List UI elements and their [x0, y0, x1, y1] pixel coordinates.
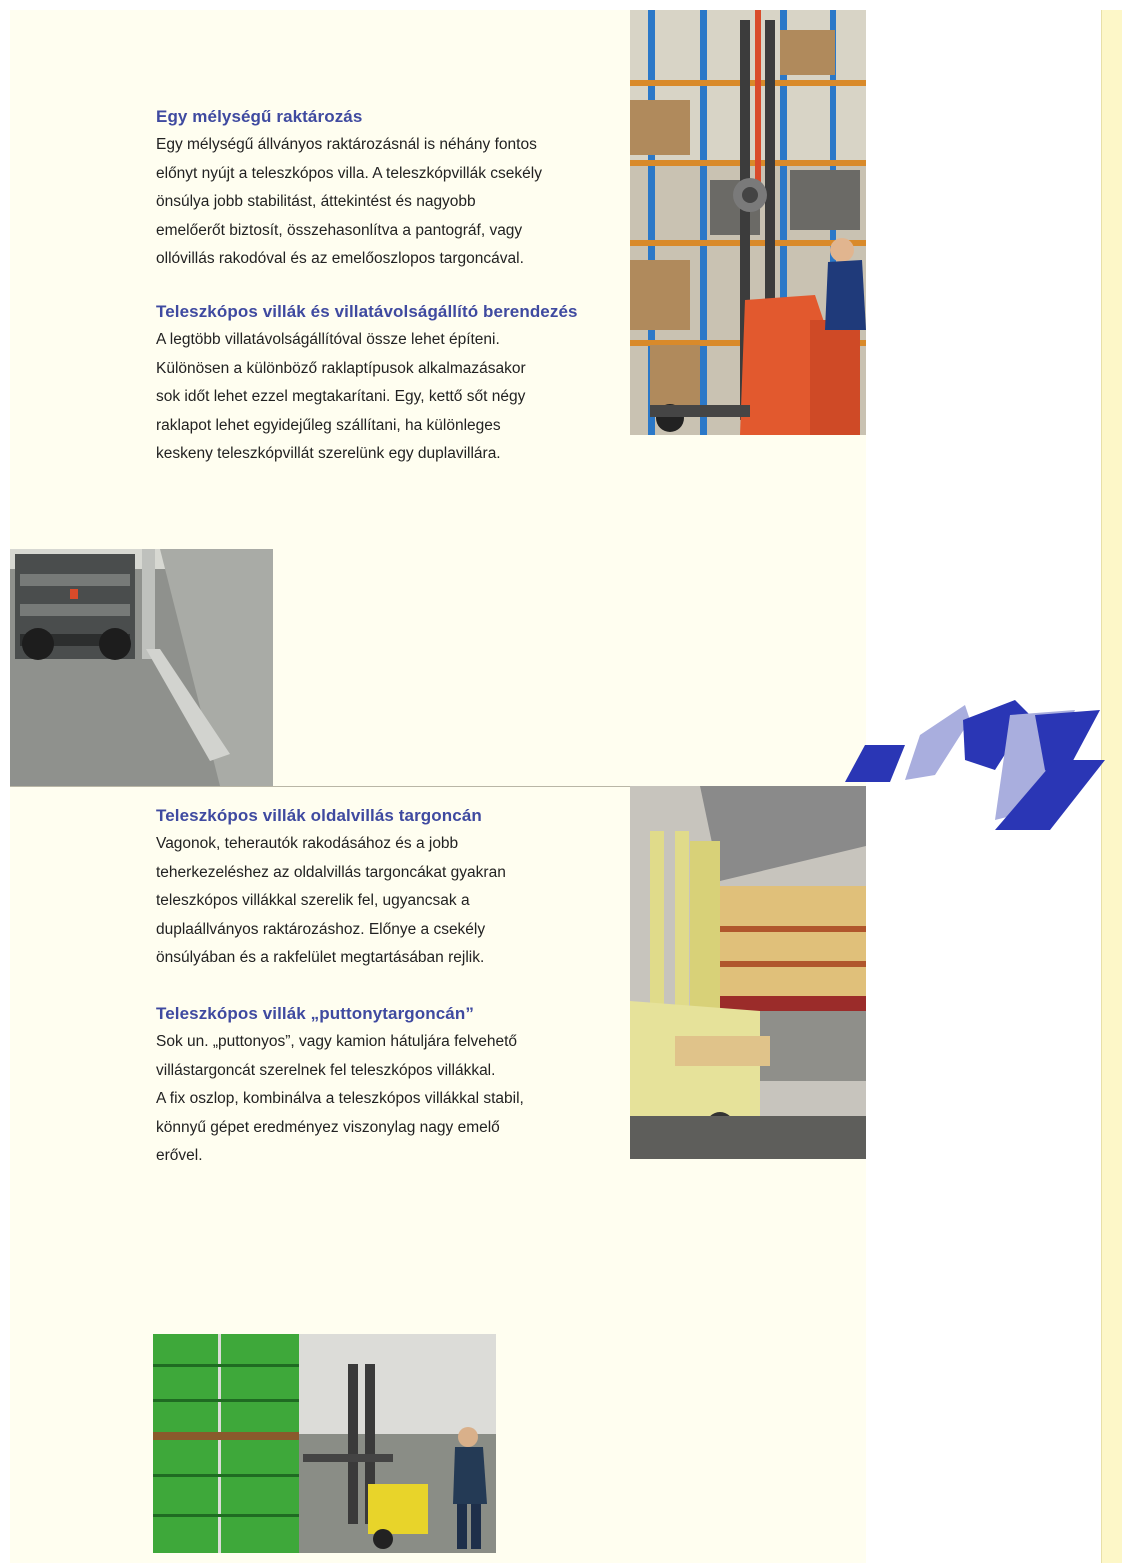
truck-mounted-forklift-photo	[153, 1334, 496, 1553]
section-heading: Egy mélységű raktározás	[156, 107, 363, 126]
section-body: A legtöbb villatávolságállítóval össze lehet építeni. Különösen a különböző raklaptípusok alkalmazásakor sok időt lehet ezzel megtakarítani. Egy, kettő sőt négy raklapot lehet egyidejűleg szállítani, ha különleges keskeny teleszkópvillát szerelünk egy duplavillára.	[156, 331, 526, 462]
section-heading: Teleszkópos villák és villatávolságállító berendezés	[156, 302, 578, 321]
side-loader-truck-photo	[630, 786, 866, 1159]
section-truck-mounted-forklift	[156, 1004, 524, 1171]
section-side-loader	[156, 806, 506, 973]
section-heading: Teleszkópos villák oldalvillás targoncán	[156, 806, 482, 825]
telescopic-fork-closeup-photo	[10, 549, 273, 786]
section-body: Vagonok, teherautók rakodásához és a jobb teherkezeléshez az oldalvillás targoncákat gyakran teleszkópos villákkal szerelik fel, ugyancsak a duplaállványos raktározáshoz. Előnye a csekély önsúlyában és a rakfelület megtartásában rejlik.	[156, 835, 506, 966]
section-body: Egy mélységű állványos raktározásnál is néhány fontos előnyt nyújt a teleszkópos villa. A teleszkópvillák csekély önsúlya jobb stabilitást, áttekintést és nagyobb emelőerőt biztosít, összehasonlítva a pantográf, vagy ollóvillás rakodóval és az emelőoszlopos targoncával.	[156, 136, 542, 267]
section-heading: Teleszkópos villák „puttonytargoncán”	[156, 1004, 474, 1023]
section-single-depth-storage	[156, 107, 542, 274]
warehouse-reach-truck-photo	[630, 10, 866, 435]
decorative-stripes	[845, 700, 1125, 835]
section-body: Sok un. „puttonyos”, vagy kamion hátuljára felvehető villástargoncát szerelnek fel teleszkópos villákkal. A fix oszlop, kombinálva a teleszkópos villákkal stabil, könnyű gépet eredményez viszonylag nagy emelő erővel.	[156, 1033, 524, 1164]
section-fork-positioner	[156, 302, 578, 469]
